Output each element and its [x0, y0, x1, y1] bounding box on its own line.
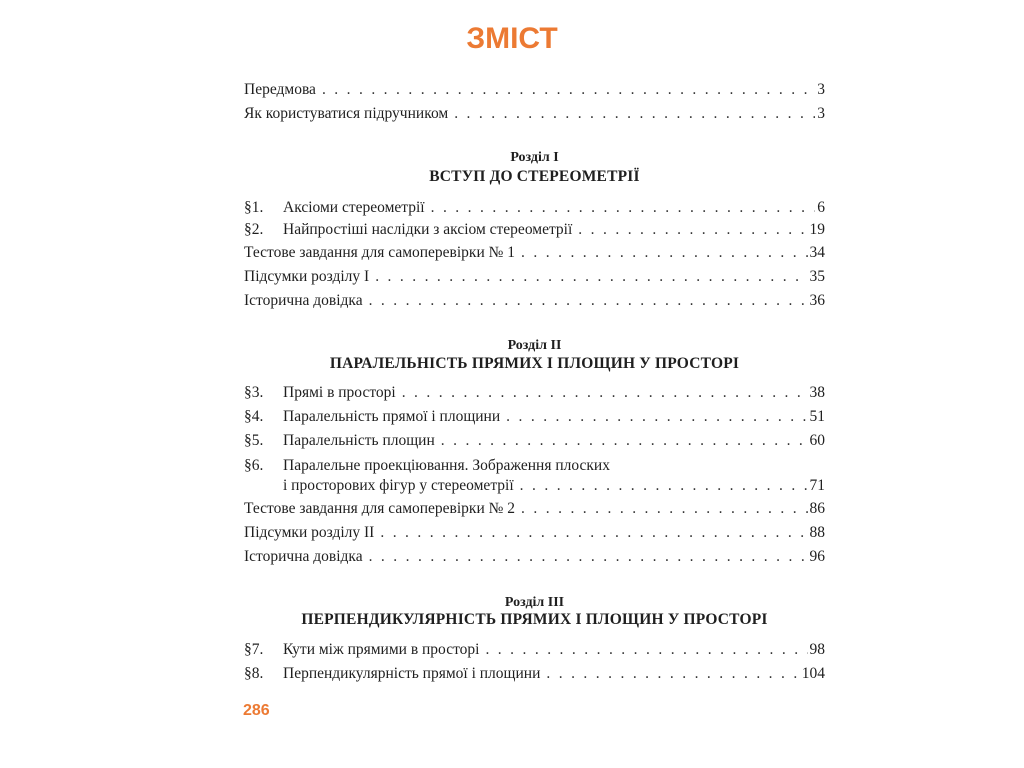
entry-number: §4. — [244, 408, 264, 425]
dot-leader — [431, 198, 816, 218]
dot-leader — [369, 291, 808, 311]
entry-text: Як користуватися підручником — [244, 105, 449, 122]
dot-leader — [506, 407, 807, 427]
entry-text: Кути між прямими в просторі — [283, 641, 480, 658]
entry-page: 71 — [809, 477, 825, 494]
entry-text: Історична довідка — [244, 292, 363, 309]
entry-number: §7. — [244, 641, 264, 658]
section-title: ВСТУП ДО СТЕРЕОМЕТРІЇ — [429, 168, 640, 185]
entry-number: §6. — [244, 457, 264, 474]
entry-text: Тестове завдання для самоперевірки № 2 — [244, 500, 516, 517]
entry-page: 35 — [809, 268, 825, 285]
entry-text: Підсумки розділу I — [244, 268, 370, 285]
toc-entry[interactable] — [244, 499, 825, 519]
entry-page: 96 — [809, 548, 825, 565]
entry-page: 88 — [809, 524, 825, 541]
dot-leader — [380, 523, 807, 543]
toc-entry[interactable] — [244, 407, 825, 427]
page-number: 286 — [243, 702, 270, 719]
entry-page: 34 — [809, 244, 825, 261]
toc-entry[interactable] — [244, 664, 825, 684]
entry-text: Найпростіші наслідки з аксіом стереометрії — [283, 221, 573, 238]
entry-page: 38 — [809, 384, 825, 401]
entry-number: §2. — [244, 221, 264, 238]
dot-leader — [454, 104, 815, 124]
entry-text: Прямі в просторі — [283, 384, 396, 401]
toc-entry-preface[interactable] — [244, 80, 825, 100]
entry-text: Історична довідка — [244, 548, 363, 565]
toc-entry-how-to-use[interactable] — [244, 104, 825, 124]
toc-entry[interactable] — [244, 547, 825, 567]
dot-leader — [520, 476, 808, 496]
dot-leader — [441, 431, 808, 451]
toc-entry[interactable] — [244, 243, 825, 263]
entry-text: Передмова — [244, 81, 316, 98]
entry-page: 60 — [809, 432, 825, 449]
entry-text: Паралельність прямої і площини — [283, 408, 501, 425]
toc-entry-line1[interactable] — [244, 456, 825, 476]
dot-leader — [402, 383, 808, 403]
entry-text: Перпендикулярність прямої і площини — [283, 665, 541, 682]
entry-page: 19 — [809, 221, 825, 238]
toc-entry[interactable] — [244, 220, 825, 240]
section-title: ПАРАЛЕЛЬНІСТЬ ПРЯМИХ І ПЛОЩИН У ПРОСТОРІ — [329, 355, 740, 372]
entry-page: 36 — [809, 292, 825, 309]
entry-text: Аксіоми стереометрії — [283, 199, 425, 216]
section-label: Розділ III — [504, 595, 565, 610]
dot-leader — [521, 243, 807, 263]
dot-leader — [375, 267, 807, 287]
toc-entry[interactable] — [244, 431, 825, 451]
dot-leader — [485, 640, 807, 660]
entry-text: Підсумки розділу II — [244, 524, 375, 541]
toc-entry[interactable] — [244, 383, 825, 403]
entry-page: 98 — [809, 641, 825, 658]
entry-text: Паралельне проекціювання. Зображення плоских — [283, 457, 610, 474]
dot-leader — [521, 499, 807, 519]
dot-leader — [546, 664, 799, 684]
dot-leader — [322, 80, 815, 100]
entry-number: §3. — [244, 384, 264, 401]
table-of-contents — [244, 0, 825, 768]
toc-entry[interactable] — [244, 291, 825, 311]
toc-entry[interactable] — [244, 198, 825, 218]
entry-page: 104 — [801, 665, 825, 682]
entry-page: 86 — [809, 500, 825, 517]
entry-page: 3 — [817, 105, 825, 122]
entry-page: 51 — [809, 408, 825, 425]
dot-leader — [578, 220, 807, 240]
dot-leader — [369, 547, 808, 567]
section-label: Розділ II — [507, 338, 562, 353]
entry-page: 3 — [817, 81, 825, 98]
entry-number: §5. — [244, 432, 264, 449]
section-label: Розділ I — [510, 150, 559, 165]
entry-text: Тестове завдання для самоперевірки № 1 — [244, 244, 516, 261]
entry-text-continued: і просторових фігур у стереометрії — [283, 477, 514, 494]
toc-entry-line2[interactable] — [244, 476, 825, 496]
section-title: ПЕРПЕНДИКУЛЯРНІСТЬ ПРЯМИХ І ПЛОЩИН У ПРОСТОРІ — [301, 611, 768, 628]
toc-entry[interactable] — [244, 267, 825, 287]
entry-number: §1. — [244, 199, 264, 216]
page-title: ЗМІСТ — [466, 22, 558, 55]
entry-page: 6 — [817, 199, 825, 216]
entry-text: Паралельність площин — [283, 432, 435, 449]
toc-entry[interactable] — [244, 640, 825, 660]
entry-number: §8. — [244, 665, 264, 682]
toc-entry[interactable] — [244, 523, 825, 543]
